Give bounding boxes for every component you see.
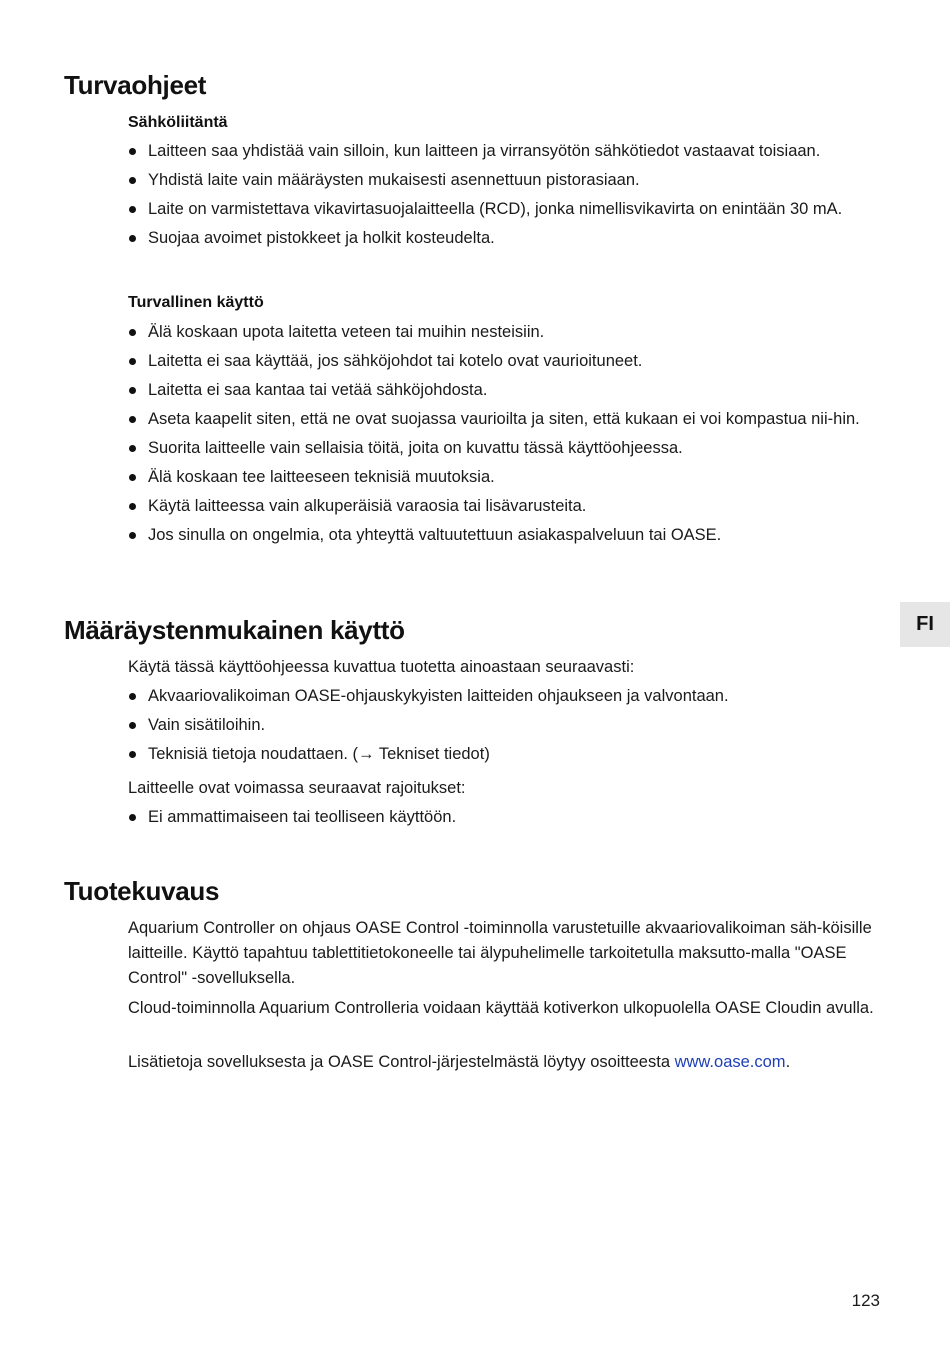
list-item: Laite on varmistettava vikavirtasuojalaitteella (RCD), jonka nimellisvikavirta on enintään 30 mA. [128, 197, 878, 222]
electrical-heading: Sähköliitäntä [128, 114, 228, 131]
intended-use-intro: Käytä tässä käyttöohjeessa kuvattua tuotetta ainoastaan seuraavasti: [128, 658, 635, 676]
list-item: Aseta kaapelit siten, että ne ovat suojassa vaurioilta ja siten, että kukaan ei voi kompastua nii-hin. [128, 407, 878, 432]
restrictions-intro: Laitteelle ovat voimassa seuraavat rajoitukset: [128, 779, 466, 797]
list-item: Laitteen saa yhdistää vain silloin, kun laitteen ja virransyötön sähkötiedot vastaavat toisiaan. [128, 139, 878, 164]
safe-use-heading: Turvallinen käyttö [128, 294, 264, 311]
electrical-list [128, 139, 878, 255]
list-item: Vain sisätiloihin. [128, 713, 878, 738]
intended-use-title: Määräystenmukainen käyttö [64, 615, 405, 645]
list-item: Älä koskaan upota laitetta veteen tai muihin nesteisiin. [128, 320, 878, 345]
safe-use-list [128, 320, 878, 552]
list-item: Akvaariovalikoiman OASE-ohjauskykyisten laitteiden ohjaukseen ja valvontaan. [128, 684, 878, 709]
intended-use-list [128, 684, 878, 771]
safety-title: Turvaohjeet [64, 70, 207, 100]
list-item: Ei ammattimaiseen tai teolliseen käyttöön. [128, 805, 878, 830]
product-paragraph-3-end: . [785, 1053, 791, 1071]
product-paragraph-2: Cloud-toiminnolla Aquarium Controlleria voidaan käyttää kotiverkon ulkopuolella OASE Cloudin avulla. [128, 999, 874, 1017]
list-item: Käytä laitteessa vain alkuperäisiä varaosia tai lisävarusteita. [128, 494, 878, 519]
list-item: Yhdistä laite vain määräysten mukaisesti asennettuun pistorasiaan. [128, 168, 878, 193]
list-item: Jos sinulla on ongelmia, ota yhteyttä valtuutettuun asiakaspalveluun tai OASE. [128, 523, 878, 548]
list-item: Suorita laitteelle vain sellaisia töitä, joita on kuvattu tässä käyttöohjeessa. [128, 436, 878, 461]
product-title: Tuotekuvaus [64, 876, 220, 906]
list-item: Laitetta ei saa käyttää, jos sähköjohdot tai kotelo ovat vaurioituneet. [128, 349, 878, 374]
product-paragraph-3-text: Lisätietoja sovelluksesta ja OASE Control-järjestelmästä löytyy osoitteesta [128, 1053, 675, 1071]
list-item: Älä koskaan tee laitteeseen teknisiä muutoksia. [128, 465, 878, 490]
list-item: Suojaa avoimet pistokkeet ja holkit kosteudelta. [128, 226, 878, 251]
list-item: Laitetta ei saa kantaa tai vetää sähköjohdosta. [128, 378, 878, 403]
page-number: 123 [851, 1291, 880, 1310]
list-item: Teknisiä tietoja noudattaen. (→ Tekniset tiedot) [128, 742, 878, 767]
product-paragraph-1: Aquarium Controller on ohjaus OASE Control -toiminnolla varustetuille akvaariovalikoiman säh-köisille laitteille. Käyttö tapahtuu tablettitietokoneelle tai älypuhelimelle tarkoitetulla maksutto-malla "OASE Control" -sovelluksella. [128, 919, 872, 987]
oase-website-link[interactable]: www.oase.com [674, 1053, 786, 1071]
restrictions-list [128, 805, 878, 834]
language-tab: FI [900, 602, 950, 647]
product-paragraph-3 [128, 1050, 880, 1075]
